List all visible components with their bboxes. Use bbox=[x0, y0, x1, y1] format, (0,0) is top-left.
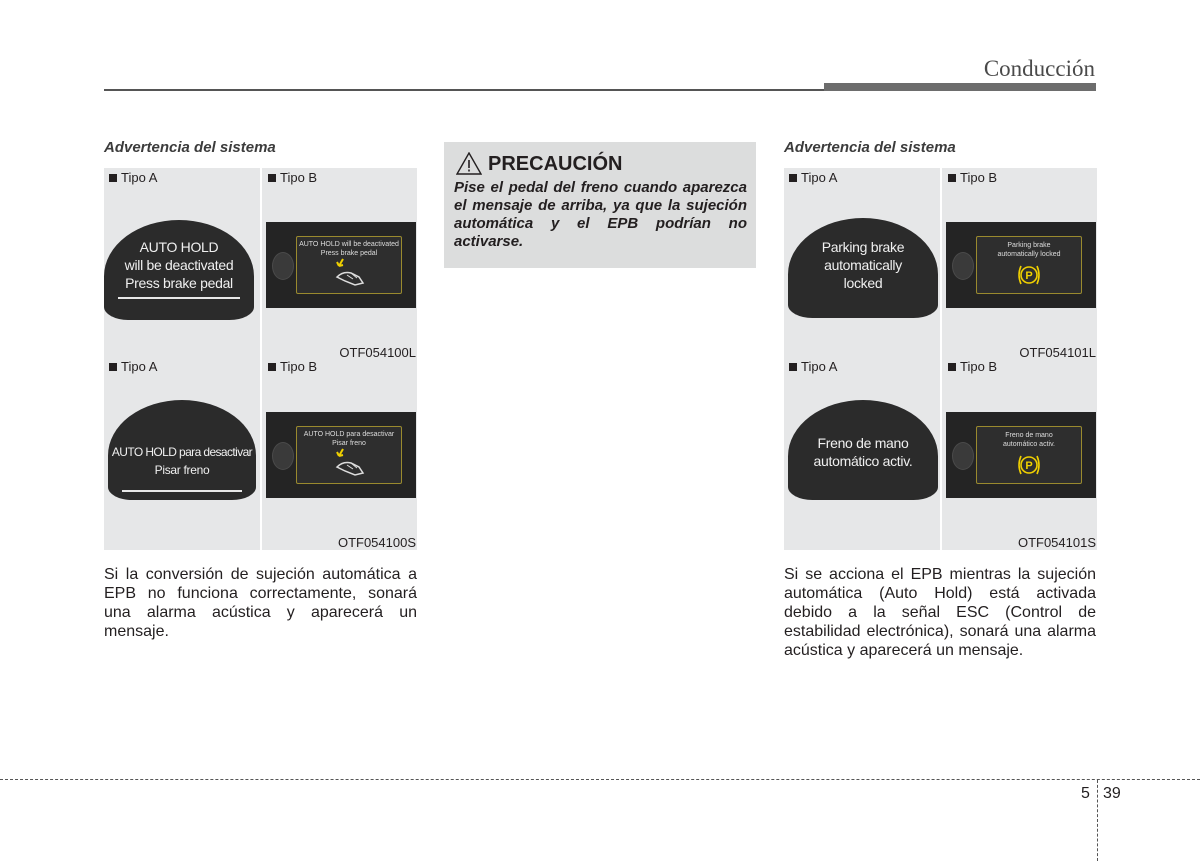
precaution-box bbox=[444, 142, 756, 268]
figure-code: OTF054101L bbox=[1019, 345, 1096, 360]
gauge-line: locked bbox=[843, 275, 883, 291]
cluster-screen bbox=[296, 236, 402, 294]
right-body-text: Si se acciona el EPB mientras la sujeción automática (Auto Hold) está activada debido a la señal ESC (Control de estabilidad electrónica), sonará una alarma acústica y aparecerá un mensaje. bbox=[784, 566, 1096, 659]
gauge-line: AUTO HOLD bbox=[139, 239, 219, 255]
screen-line: Freno de mano bbox=[1005, 432, 1053, 439]
epb-warning-icon bbox=[1016, 264, 1042, 286]
left-figure-panel bbox=[104, 168, 417, 550]
cluster-display-auto-hold bbox=[266, 222, 416, 308]
cluster-display-freno-mano bbox=[946, 412, 1096, 498]
gauge-display-auto-hold-es bbox=[108, 400, 256, 500]
gauge-line: AUTO HOLD para desactivar bbox=[111, 445, 253, 459]
screen-line: Pisar freno bbox=[332, 440, 366, 447]
gauge-line: Pisar freno bbox=[154, 463, 210, 477]
page-number: 39 bbox=[1103, 785, 1121, 802]
panel-divider bbox=[260, 168, 262, 550]
svg-text:P: P bbox=[1025, 460, 1033, 472]
cluster-screen bbox=[976, 426, 1082, 484]
screen-line: automático activ. bbox=[1002, 441, 1055, 448]
label-tipo-b: Tipo B bbox=[268, 359, 317, 374]
gauge-display-parking-brake bbox=[788, 218, 938, 318]
chapter-title: Conducción bbox=[983, 56, 1095, 81]
gauge-line: automatically bbox=[824, 257, 902, 273]
header-rule-thin bbox=[104, 89, 824, 91]
cluster-screen bbox=[976, 236, 1082, 294]
gauge-line: Press brake pedal bbox=[125, 275, 233, 291]
screen-line: AUTO HOLD will be deactivated bbox=[299, 241, 399, 248]
precaution-title: PRECAUCIÓN bbox=[488, 153, 623, 175]
footer-dashed-rule bbox=[0, 779, 1200, 780]
screen-line: Press brake pedal bbox=[320, 250, 378, 257]
label-tipo-b: Tipo B bbox=[948, 170, 997, 185]
left-section-title: Advertencia del sistema bbox=[104, 139, 276, 156]
label-tipo-a: Tipo A bbox=[109, 170, 157, 185]
footer-dashed-divider bbox=[1097, 780, 1098, 861]
gauge-line: Freno de mano bbox=[817, 435, 909, 451]
gauge-underline bbox=[118, 297, 240, 299]
gauge-display-auto-hold bbox=[104, 220, 254, 320]
screen-line: automatically locked bbox=[997, 251, 1061, 258]
gauge-underline bbox=[122, 490, 242, 492]
right-section-title: Advertencia del sistema bbox=[784, 139, 956, 156]
figure-code: OTF054100S bbox=[337, 535, 416, 550]
cluster-display-parking-brake bbox=[946, 222, 1096, 308]
label-tipo-b: Tipo B bbox=[948, 359, 997, 374]
cluster-display-auto-hold-es bbox=[266, 412, 416, 498]
label-tipo-b: Tipo B bbox=[268, 170, 317, 185]
warning-triangle-icon bbox=[456, 152, 482, 175]
epb-warning-icon bbox=[1016, 454, 1042, 476]
figure-code: OTF054100L bbox=[339, 345, 416, 360]
label-tipo-a: Tipo A bbox=[789, 359, 837, 374]
gauge-line: Parking brake bbox=[821, 239, 905, 255]
screen-line: Parking brake bbox=[1007, 242, 1051, 249]
label-tipo-a: Tipo A bbox=[789, 170, 837, 185]
figure-code: OTF054101S bbox=[1017, 535, 1096, 550]
cluster-knob bbox=[272, 252, 294, 280]
right-figure-panel bbox=[784, 168, 1097, 550]
screen-line: AUTO HOLD para desactivar bbox=[303, 431, 395, 438]
cluster-knob bbox=[272, 442, 294, 470]
gauge-display-freno-mano bbox=[788, 400, 938, 500]
cluster-knob bbox=[952, 252, 974, 280]
brake-pedal-icon bbox=[333, 447, 367, 479]
panel-divider bbox=[940, 168, 942, 550]
gauge-line: automático activ. bbox=[813, 453, 913, 469]
label-tipo-a: Tipo A bbox=[109, 359, 157, 374]
gauge-line: will be deactivated bbox=[124, 257, 234, 273]
svg-text:P: P bbox=[1025, 270, 1033, 282]
chapter-number: 5 bbox=[1081, 785, 1090, 802]
precaution-body: Pise el pedal del freno cuando aparezca el mensaje de arriba, ya que la sujeción automática y el EPB podrían no activarse. bbox=[454, 179, 747, 250]
cluster-screen bbox=[296, 426, 402, 484]
cluster-knob bbox=[952, 442, 974, 470]
left-body-text: Si la conversión de sujeción automática a EPB no funciona correctamente, sonará una alarma acústica y aparecerá un mensaje. bbox=[104, 566, 417, 640]
header-rule-thick bbox=[824, 83, 1096, 91]
brake-pedal-icon bbox=[333, 257, 367, 289]
